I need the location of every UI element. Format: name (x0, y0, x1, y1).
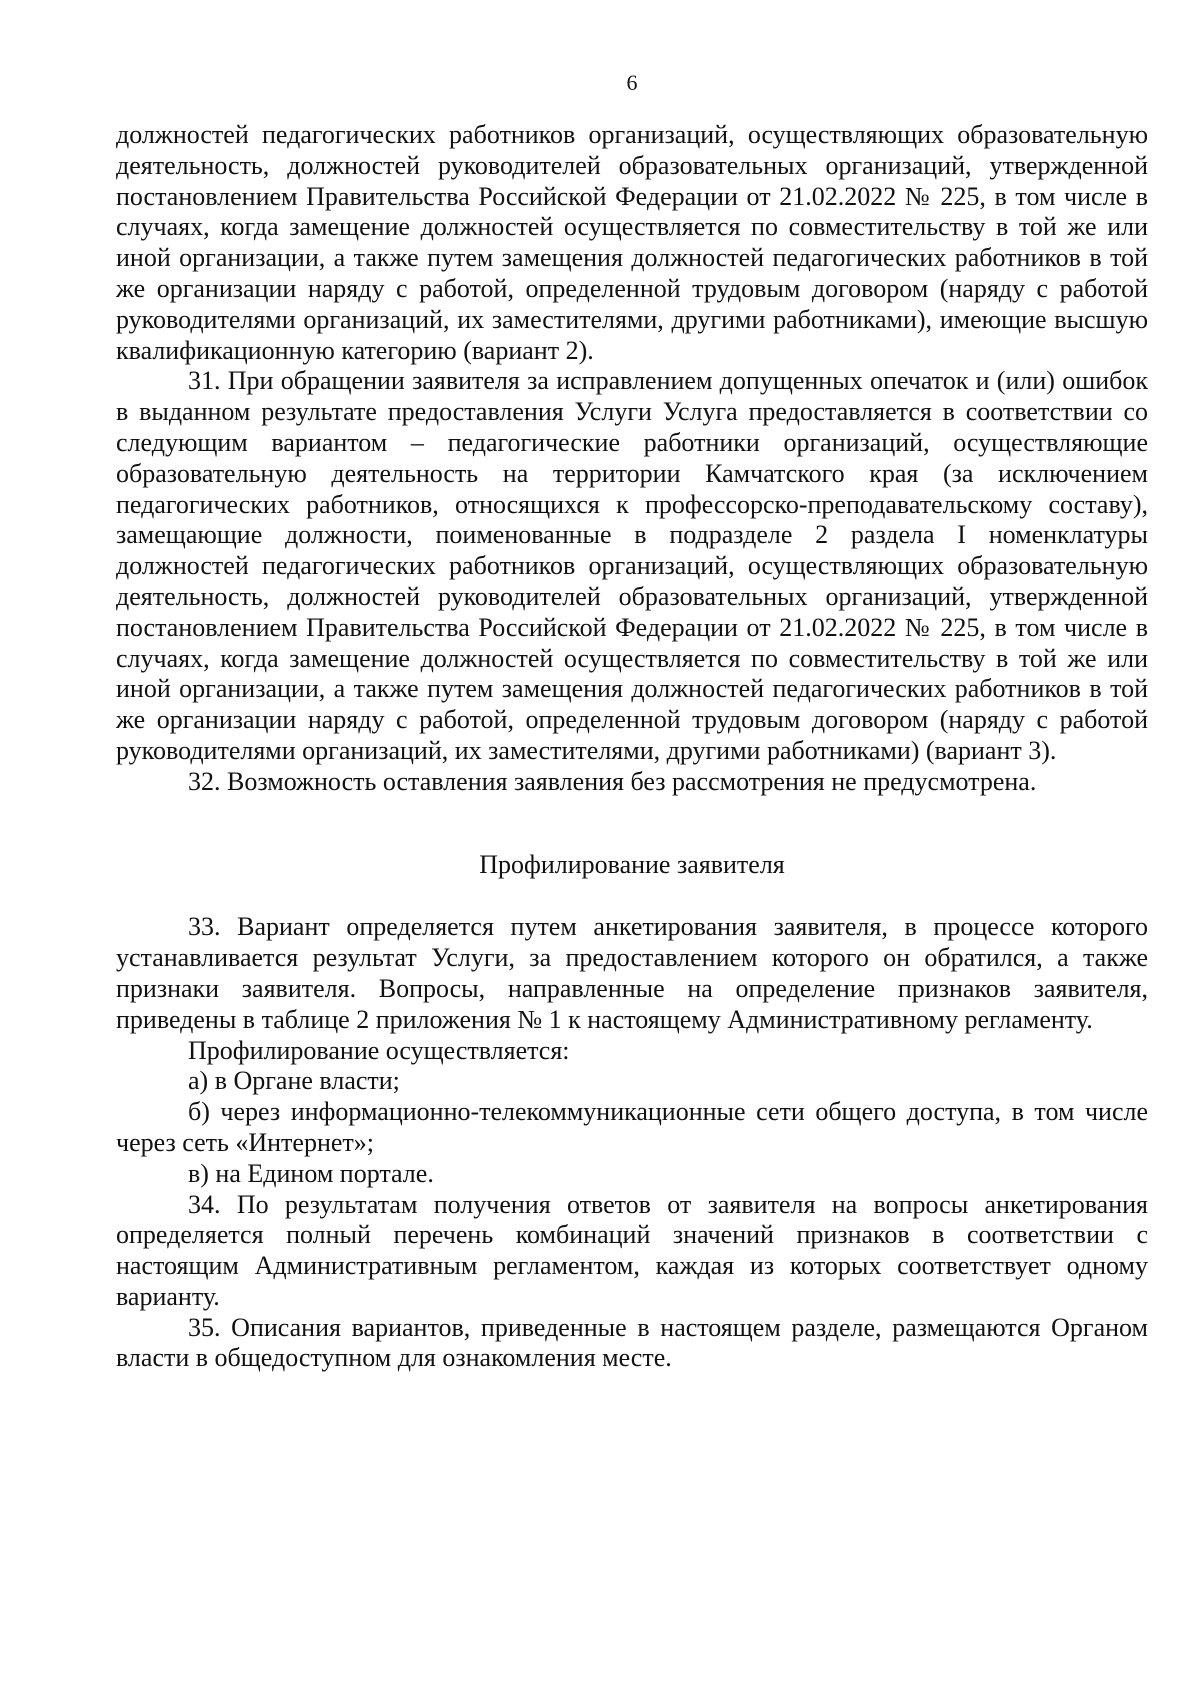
list-item-a: а) в Органе власти; (188, 1066, 400, 1096)
paragraph-32: 32. Возможность оставления заявления без рассмотрения не предусмотрена. (188, 766, 1037, 796)
paragraph-31: 31. При обращении заявителя за исправлением допущенных опечаток и (или) ошибок в выданном результате предоставления Услуги Услуга предоставляется в соответствии со следующим вариантом – педагогические работники организаций, осуществляющие образовательную деятельность на территории Камчатского края (за исключением педагогических работников, относящихся к профессорско-преподавательскому составу), замещающие должности, поименованные в подразделе 2 раздела I номенклатуры должностей педагогических работников организаций, осуществляющих образовательную деятельность, должностей руководителей образовательных организаций, утвержденной постановлением Правительства Российской Федерации от 21.02.2022 № 225, в том числе в случаях, когда замещение должностей осуществляется по совместительству в той же или иной организации, а также путем замещения должностей педагогических работников в той же организации наряду с работой, определенной трудовым договором (наряду с работой руководителями организаций, их заместителями, другими работниками) (вариант 3). (116, 366, 1148, 765)
document-body (116, 120, 1148, 1374)
list-item-b: б) через информационно-телекоммуникационные сети общего доступа, в том числе через сеть «Интернет»; (116, 1097, 1148, 1157)
paragraph-profiling-intro: Профилирование осуществляется: (188, 1035, 570, 1065)
paragraph-continuation: должностей педагогических работников организаций, осуществляющих образовательную деятельность, должностей руководителей образовательных организаций, утвержденной постановлением Правительства Российской Федерации от 21.02.2022 № 225, в том числе в случаях, когда замещение должностей осуществляется по совместительству в той же или иной организации, а также путем замещения должностей педагогических работников в той же организации наряду с работой, определенной трудовым договором (наряду с работой руководителями организаций, их заместителями, другими работниками), имеющие высшую квалификационную категорию (вариант 2). (116, 120, 1148, 365)
page-number: 6 (626, 70, 638, 95)
document-page (116, 0, 1148, 1697)
section-heading: Профилирование заявителя (479, 849, 785, 879)
list-item-v: в) на Едином портале. (188, 1158, 434, 1188)
paragraph-34: 34. По результатам получения ответов от заявителя на вопросы анкетирования определяется полный перечень комбинаций значений признаков в соответствии с настоящим Административным регламентом, каждая из которых соответствует одному варианту. (116, 1189, 1148, 1311)
paragraph-35: 35. Описания вариантов, приведенные в настоящем разделе, размещаются Органом власти в общедоступном для ознакомления месте. (116, 1312, 1148, 1373)
paragraph-33: 33. Вариант определяется путем анкетирования заявителя, в процессе которого устанавливается результат Услуги, за предоставлением которого он обратился, а также признаки заявителя. Вопросы, направленные на определение признаков заявителя, приведены в таблице 2 приложения № 1 к настоящему Административному регламенту. (116, 912, 1148, 1034)
